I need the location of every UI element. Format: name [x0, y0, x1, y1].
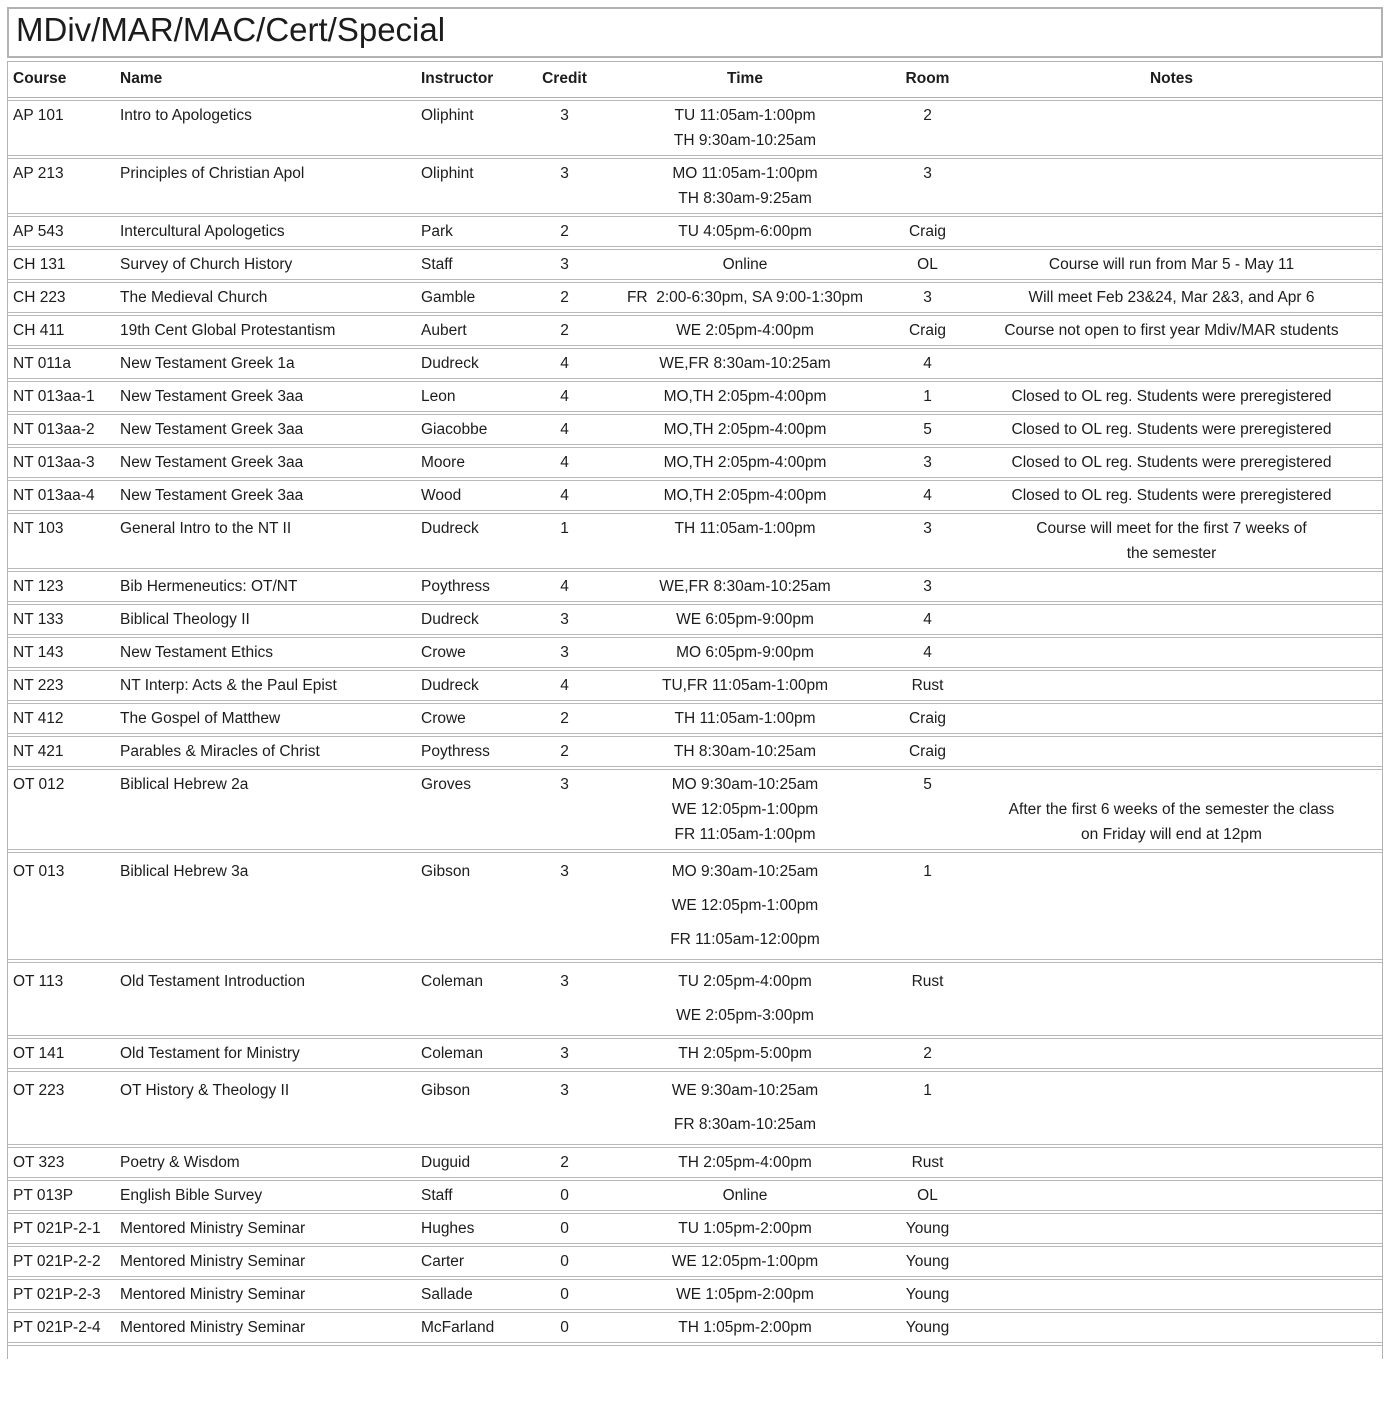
instructor-cell: Wood — [421, 486, 462, 504]
time-cell — [596, 252, 894, 277]
time-cell — [596, 384, 894, 409]
time-line: WE 12:05pm-1:00pm — [671, 896, 819, 914]
room-cell: 1 — [923, 1081, 932, 1099]
time-line: TH 8:30am-10:25am — [673, 742, 817, 760]
time-cell — [596, 1150, 894, 1175]
room-cell: 4 — [923, 610, 932, 628]
time-line: TU,FR 11:05am-1:00pm — [662, 676, 828, 694]
credit-cell: 3 — [560, 1044, 569, 1062]
table-body — [8, 100, 1382, 1343]
time-cell — [596, 1216, 894, 1241]
instructor-cell: Dudreck — [421, 676, 479, 694]
room-cell: 2 — [923, 106, 932, 124]
time-cell — [596, 1183, 894, 1208]
time-line: FR 11:05am-12:00pm — [670, 930, 820, 948]
course-cell: NT 013aa-2 — [13, 420, 95, 438]
table-row — [8, 670, 1382, 701]
course-cell: CH 223 — [13, 288, 66, 306]
name-cell: Poetry & Wisdom — [120, 1153, 240, 1171]
table-row — [8, 604, 1382, 635]
note-line: Course not open to first year Mdiv/MAR students — [1004, 321, 1339, 339]
course-cell: AP 213 — [13, 164, 64, 182]
credit-cell: 3 — [560, 106, 569, 124]
name-cell: Bib Hermeneutics: OT/NT — [120, 577, 298, 595]
name-cell: Mentored Ministry Seminar — [120, 1318, 306, 1336]
name-cell: English Bible Survey — [120, 1186, 263, 1204]
time-line: TU 2:05pm-4:00pm — [678, 972, 812, 990]
time-cell — [596, 1041, 894, 1066]
room-cell: Young — [905, 1318, 950, 1336]
instructor-cell: Duguid — [421, 1153, 471, 1171]
instructor-cell: Sallade — [421, 1285, 473, 1303]
time-line: MO 6:05pm-9:00pm — [676, 643, 814, 661]
name-cell: Principles of Christian Apol — [120, 164, 305, 182]
course-table — [7, 61, 1383, 1359]
table-row — [8, 1246, 1382, 1277]
credit-cell: 4 — [560, 486, 569, 504]
table-row — [8, 100, 1382, 156]
time-cell — [596, 1282, 894, 1307]
note-line: on Friday will end at 12pm — [1081, 825, 1262, 843]
time-cell — [596, 574, 894, 599]
credit-cell: 3 — [560, 1081, 569, 1099]
instructor-cell: Aubert — [421, 321, 467, 339]
table-row — [8, 447, 1382, 478]
table-row — [8, 852, 1382, 960]
time-line: TU 4:05pm-6:00pm — [678, 222, 812, 240]
time-cell — [596, 450, 894, 475]
name-cell: Survey of Church History — [120, 255, 293, 273]
time-cell — [596, 516, 894, 541]
time-line: TU 1:05pm-2:00pm — [678, 1219, 812, 1237]
instructor-cell: McFarland — [421, 1318, 495, 1336]
course-cell: NT 223 — [13, 676, 64, 694]
course-cell: CH 131 — [13, 255, 66, 273]
room-cell: 1 — [923, 387, 932, 405]
time-cell — [596, 318, 894, 343]
credit-cell: 3 — [560, 775, 569, 793]
credit-cell: 0 — [560, 1318, 569, 1336]
time-cell — [596, 706, 894, 731]
instructor-cell: Staff — [421, 1186, 453, 1204]
room-cell: 4 — [923, 486, 932, 504]
credit-cell: 4 — [560, 354, 569, 372]
note-line: Course will meet for the first 7 weeks of — [1036, 519, 1307, 537]
course-cell: NT 013aa-4 — [13, 486, 95, 504]
time-line: WE 9:30am-10:25am — [671, 1081, 819, 1099]
table-row — [8, 1213, 1382, 1244]
time-line: MO 9:30am-10:25am — [671, 775, 819, 793]
course-cell: PT 021P-2-4 — [13, 1318, 101, 1336]
room-cell: 5 — [923, 420, 932, 438]
instructor-cell: Gamble — [421, 288, 476, 306]
course-cell: AP 101 — [13, 106, 64, 124]
course-cell: NT 103 — [13, 519, 64, 537]
note-line: Course will run from Mar 5 - May 11 — [1048, 255, 1295, 273]
course-cell: NT 013aa-3 — [13, 453, 95, 471]
time-cell — [596, 351, 894, 376]
credit-cell: 4 — [560, 420, 569, 438]
time-cell — [596, 483, 894, 508]
time-line: MO,TH 2:05pm-4:00pm — [663, 486, 827, 504]
time-cell — [596, 855, 894, 957]
note-line: the semester — [1126, 544, 1217, 562]
credit-cell: 3 — [560, 862, 569, 880]
instructor-cell: Coleman — [421, 972, 484, 990]
credit-cell: 2 — [560, 742, 569, 760]
course-cell: NT 011a — [13, 354, 72, 372]
time-cell — [596, 219, 894, 244]
credit-cell: 2 — [560, 288, 569, 306]
time-line: FR 8:30am-10:25am — [673, 1115, 817, 1133]
name-cell: New Testament Greek 3aa — [120, 453, 304, 471]
column-header-course: Course — [13, 70, 67, 88]
time-line: FR 2:00-6:30pm, SA 9:00-1:30pm — [626, 288, 864, 306]
time-line: MO 11:05am-1:00pm — [672, 164, 818, 182]
time-cell — [596, 739, 894, 764]
notes-cell — [961, 318, 1382, 343]
instructor-cell: Groves — [421, 775, 471, 793]
credit-cell: 4 — [560, 676, 569, 694]
time-line: WE 12:05pm-1:00pm — [671, 1252, 819, 1270]
instructor-cell: Gibson — [421, 862, 471, 880]
time-line: TH 9:30am-10:25am — [673, 131, 817, 149]
name-cell: Mentored Ministry Seminar — [120, 1285, 306, 1303]
room-cell: 3 — [923, 577, 932, 595]
name-cell: New Testament Greek 3aa — [120, 486, 304, 504]
room-cell: OL — [917, 1186, 938, 1204]
credit-cell: 0 — [560, 1252, 569, 1270]
room-cell: Craig — [908, 222, 947, 240]
time-line: Online — [722, 255, 768, 273]
credit-cell: 3 — [560, 164, 569, 182]
name-cell: Mentored Ministry Seminar — [120, 1252, 306, 1270]
time-line: TH 1:05pm-2:00pm — [678, 1318, 812, 1336]
course-cell: PT 021P-2-3 — [13, 1285, 101, 1303]
time-line: FR 11:05am-1:00pm — [674, 825, 816, 843]
instructor-cell: Park — [421, 222, 453, 240]
time-line: WE 2:05pm-4:00pm — [676, 321, 814, 339]
course-cell: OT 323 — [13, 1153, 65, 1171]
instructor-cell: Coleman — [421, 1044, 484, 1062]
note-line: Closed to OL reg. Students were preregistered — [1011, 387, 1332, 405]
column-header-times: Time — [727, 70, 763, 88]
instructor-cell: Dudreck — [421, 519, 479, 537]
name-cell: Old Testament for Ministry — [120, 1044, 300, 1062]
course-cell: OT 223 — [13, 1081, 65, 1099]
room-cell: 5 — [923, 775, 932, 793]
course-cell: CH 411 — [13, 321, 65, 339]
time-cell — [596, 417, 894, 442]
course-cell: PT 013P — [13, 1186, 74, 1204]
notes-cell — [961, 252, 1382, 277]
notes-cell — [961, 285, 1382, 310]
room-cell: 4 — [923, 643, 932, 661]
course-cell: OT 013 — [13, 862, 65, 880]
time-line: MO,TH 2:05pm-4:00pm — [663, 453, 827, 471]
room-cell: 1 — [923, 862, 932, 880]
table-row — [8, 769, 1382, 850]
time-line: MO 9:30am-10:25am — [671, 862, 819, 880]
course-cell: NT 013aa-1 — [13, 387, 95, 405]
notes-cell — [961, 772, 1382, 847]
room-cell: 3 — [923, 288, 932, 306]
course-cell: PT 021P-2-2 — [13, 1252, 101, 1270]
table-row — [8, 480, 1382, 511]
table-row — [8, 1147, 1382, 1178]
time-cell — [596, 1249, 894, 1274]
table-row — [8, 1071, 1382, 1145]
credit-cell: 0 — [560, 1186, 569, 1204]
room-cell: OL — [917, 255, 938, 273]
table-row — [8, 249, 1382, 280]
name-cell: Mentored Ministry Seminar — [120, 1219, 306, 1237]
name-cell: New Testament Greek 1a — [120, 354, 295, 372]
credit-cell: 3 — [560, 643, 569, 661]
room-cell: 3 — [923, 453, 932, 471]
room-cell: 2 — [923, 1044, 932, 1062]
credit-cell: 2 — [560, 321, 569, 339]
course-cell: PT 021P-2-1 — [13, 1219, 101, 1237]
time-cell — [596, 161, 894, 211]
credit-cell: 2 — [560, 1153, 569, 1171]
name-cell: Parables & Miracles of Christ — [120, 742, 320, 760]
table-row — [8, 736, 1382, 767]
course-cell: NT 412 — [13, 709, 64, 727]
time-cell — [596, 1074, 894, 1142]
page-title: MDiv/MAR/MAC/Cert/Special — [7, 7, 1383, 58]
credit-cell: 4 — [560, 453, 569, 471]
column-header-name: Name — [120, 70, 163, 88]
room-cell: Young — [905, 1219, 950, 1237]
room-cell: Young — [905, 1252, 950, 1270]
name-cell: Biblical Hebrew 3a — [120, 862, 249, 880]
table-row — [8, 513, 1382, 569]
credit-cell: 2 — [560, 709, 569, 727]
note-line: Will meet Feb 23&24, Mar 2&3, and Apr 6 — [1028, 288, 1315, 306]
instructor-cell: Poythress — [421, 577, 490, 595]
time-cell — [596, 772, 894, 847]
time-line: TH 2:05pm-5:00pm — [678, 1044, 812, 1062]
instructor-cell: Oliphint — [421, 106, 474, 124]
name-cell: OT History & Theology II — [120, 1081, 290, 1099]
credit-cell: 1 — [560, 519, 569, 537]
credit-cell: 4 — [560, 387, 569, 405]
table-row — [8, 962, 1382, 1036]
time-line: WE,FR 8:30am-10:25am — [659, 577, 831, 595]
table-row — [8, 637, 1382, 668]
column-header-room: Room — [905, 70, 950, 88]
instructor-cell: Giacobbe — [421, 420, 488, 438]
table-row — [8, 381, 1382, 412]
column-header-notes: Notes — [1149, 70, 1194, 88]
note-line: Closed to OL reg. Students were preregistered — [1011, 486, 1332, 504]
credit-cell: 3 — [560, 972, 569, 990]
course-cell: NT 133 — [13, 610, 64, 628]
room-cell: Craig — [908, 709, 947, 727]
name-cell: The Medieval Church — [120, 288, 268, 306]
room-cell: Rust — [911, 1153, 944, 1171]
room-cell: 3 — [923, 519, 932, 537]
time-line: TH 8:30am-9:25am — [678, 189, 812, 207]
time-line: WE 2:05pm-3:00pm — [676, 1006, 814, 1024]
note-line: Closed to OL reg. Students were preregistered — [1011, 420, 1332, 438]
time-line: TH 11:05am-1:00pm — [674, 709, 816, 727]
table-row — [8, 1038, 1382, 1069]
instructor-cell: Crowe — [421, 709, 466, 727]
time-cell — [596, 965, 894, 1033]
table-row — [8, 315, 1382, 346]
notes-cell — [961, 384, 1382, 409]
room-cell: 3 — [923, 164, 932, 182]
credit-cell: 0 — [560, 1219, 569, 1237]
time-line: TH 11:05am-1:00pm — [674, 519, 816, 537]
room-cell: Craig — [908, 742, 947, 760]
table-row — [8, 703, 1382, 734]
notes-cell — [961, 516, 1382, 566]
name-cell: Biblical Theology II — [120, 610, 250, 628]
table-row — [8, 1180, 1382, 1211]
credit-cell: 3 — [560, 255, 569, 273]
table-row — [8, 282, 1382, 313]
room-cell: Craig — [908, 321, 947, 339]
course-cell: NT 123 — [13, 577, 64, 595]
table-row — [8, 571, 1382, 602]
table-row — [8, 1279, 1382, 1310]
time-line: WE,FR 8:30am-10:25am — [659, 354, 831, 372]
instructor-cell: Poythress — [421, 742, 490, 760]
time-line: MO,TH 2:05pm-4:00pm — [663, 387, 827, 405]
time-line: WE 12:05pm-1:00pm — [671, 800, 819, 818]
course-cell: AP 543 — [13, 222, 64, 240]
name-cell: New Testament Ethics — [120, 643, 274, 661]
course-cell: NT 143 — [13, 643, 64, 661]
name-cell: General Intro to the NT II — [120, 519, 292, 537]
name-cell: New Testament Greek 3aa — [120, 387, 304, 405]
instructor-cell: Moore — [421, 453, 465, 471]
time-cell — [596, 1315, 894, 1340]
column-header-credit: Credit — [542, 70, 587, 88]
name-cell: 19th Cent Global Protestantism — [120, 321, 336, 339]
notes-cell — [961, 417, 1382, 442]
name-cell: Biblical Hebrew 2a — [120, 775, 249, 793]
instructor-cell: Dudreck — [421, 354, 479, 372]
instructor-cell: Leon — [421, 387, 456, 405]
table-row — [8, 414, 1382, 445]
time-line: WE 1:05pm-2:00pm — [676, 1285, 814, 1303]
time-cell — [596, 640, 894, 665]
instructor-cell: Dudreck — [421, 610, 479, 628]
credit-cell: 3 — [560, 610, 569, 628]
time-line: Online — [722, 1186, 768, 1204]
room-cell: Rust — [911, 972, 944, 990]
table-row — [8, 216, 1382, 247]
name-cell: The Gospel of Matthew — [120, 709, 281, 727]
time-cell — [596, 103, 894, 153]
course-cell: NT 421 — [13, 742, 64, 760]
room-cell: 4 — [923, 354, 932, 372]
time-cell — [596, 607, 894, 632]
note-line: Closed to OL reg. Students were preregistered — [1011, 453, 1332, 471]
name-cell: NT Interp: Acts & the Paul Epist — [120, 676, 337, 694]
course-cell: OT 141 — [13, 1044, 65, 1062]
table-row — [8, 348, 1382, 379]
instructor-cell: Staff — [421, 255, 453, 273]
time-line: MO,TH 2:05pm-4:00pm — [663, 420, 827, 438]
course-cell: OT 012 — [13, 775, 65, 793]
name-cell: New Testament Greek 3aa — [120, 420, 304, 438]
column-header-instructor: Instructor — [421, 70, 494, 88]
table-row — [8, 158, 1382, 214]
time-cell — [596, 673, 894, 698]
time-line: WE 6:05pm-9:00pm — [676, 610, 814, 628]
name-cell: Intro to Apologetics — [120, 106, 252, 124]
instructor-cell: Oliphint — [421, 164, 474, 182]
instructor-cell: Hughes — [421, 1219, 475, 1237]
credit-cell: 2 — [560, 222, 569, 240]
instructor-cell: Carter — [421, 1252, 465, 1270]
name-cell: Intercultural Apologetics — [120, 222, 285, 240]
name-cell: Old Testament Introduction — [120, 972, 305, 990]
time-cell — [596, 285, 894, 310]
instructor-cell: Gibson — [421, 1081, 471, 1099]
course-cell: OT 113 — [13, 972, 64, 990]
room-cell: Rust — [911, 676, 944, 694]
table-header-row — [8, 61, 1382, 98]
credit-cell: 4 — [560, 577, 569, 595]
notes-cell — [961, 450, 1382, 475]
room-cell: Young — [905, 1285, 950, 1303]
credit-cell: 0 — [560, 1285, 569, 1303]
instructor-cell: Crowe — [421, 643, 466, 661]
time-line: TU 11:05am-1:00pm — [674, 106, 816, 124]
note-line: After the first 6 weeks of the semester the class — [1008, 800, 1335, 818]
empty-partial-row — [8, 1345, 1382, 1359]
table-row — [8, 1312, 1382, 1343]
time-line: TH 2:05pm-4:00pm — [678, 1153, 812, 1171]
notes-cell — [961, 483, 1382, 508]
